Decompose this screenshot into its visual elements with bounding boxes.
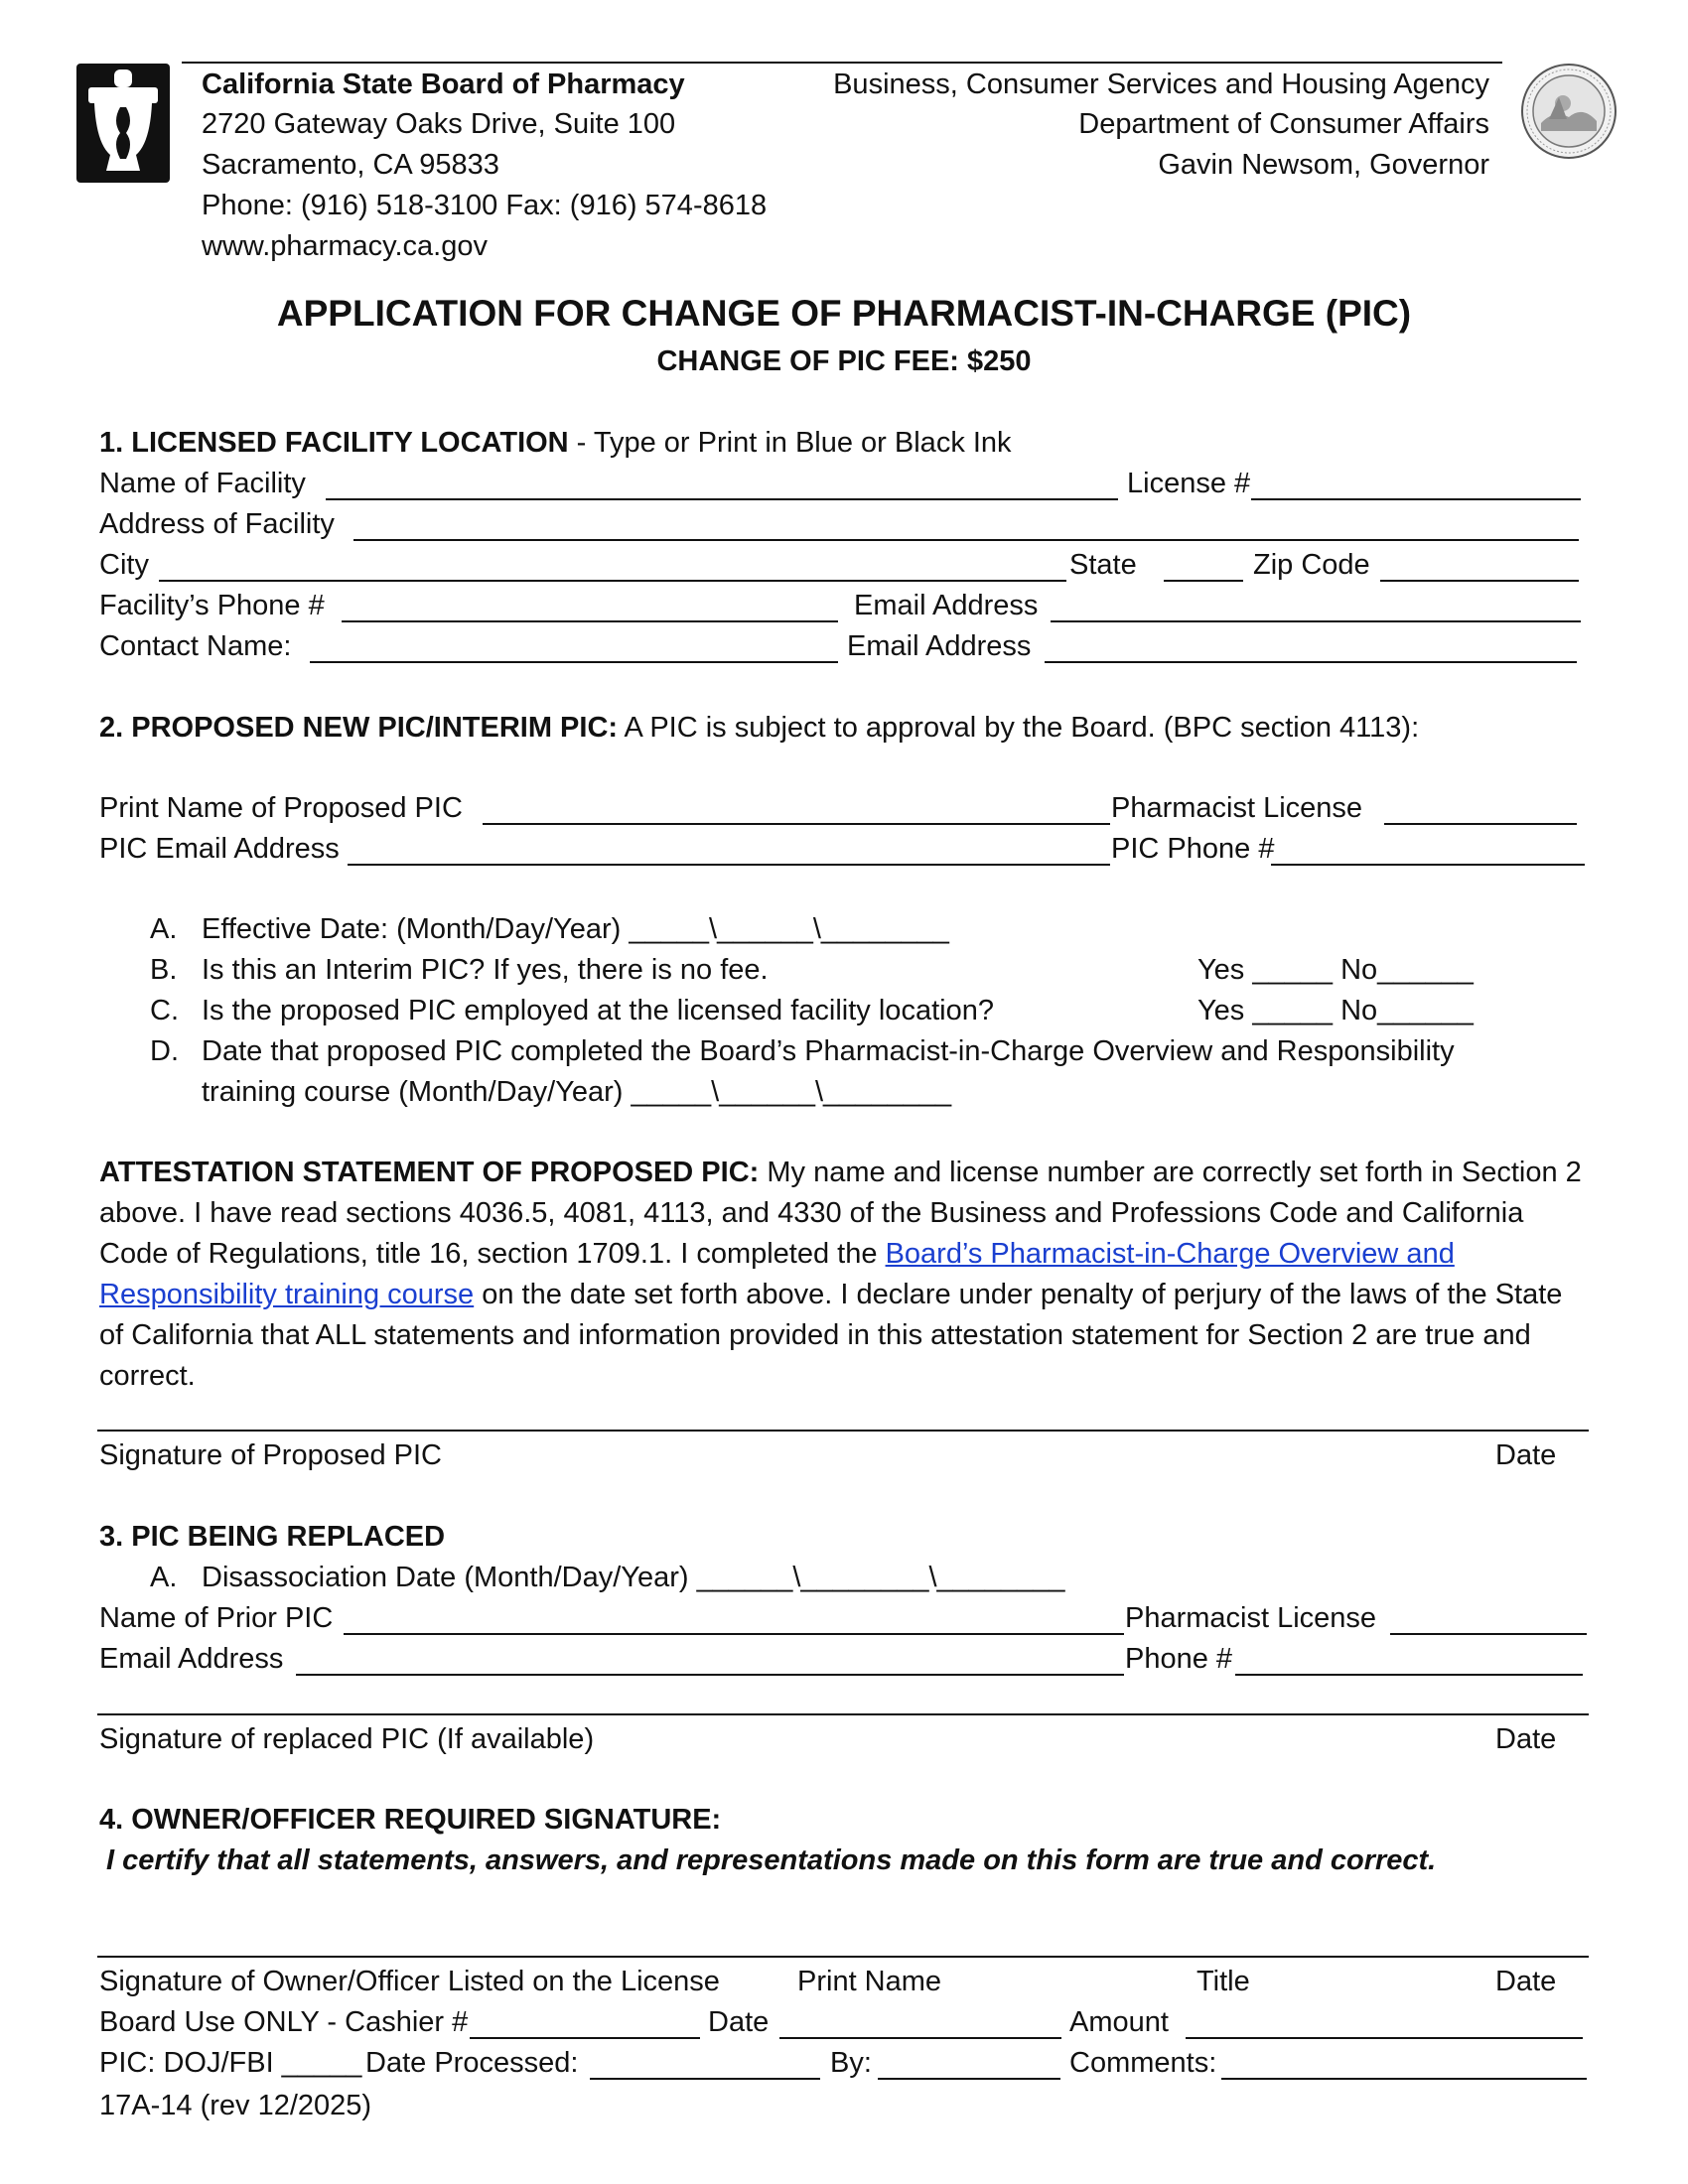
section1-title: 1. LICENSED FACILITY LOCATION (99, 427, 569, 459)
section2-intro: A PIC is subject to approval by the Board. (BPC section 4113): (618, 712, 1420, 744)
contact-name-field[interactable] (310, 661, 838, 663)
proposed-pic-name-field[interactable] (483, 823, 1110, 825)
state-label: State (1069, 549, 1137, 581)
section4-heading: 4. OWNER/OFFICER REQUIRED SIGNATURE: (99, 1804, 722, 1836)
owner-title-label: Title (1196, 1966, 1250, 1997)
replaced-pic-signature-line[interactable] (97, 1713, 1589, 1715)
facility-email-field[interactable] (1051, 620, 1581, 622)
facility-address-field[interactable] (353, 539, 1579, 541)
prior-pic-phone-label: Phone # (1125, 1643, 1233, 1675)
mortar-pestle-logo-icon (76, 64, 170, 183)
section2-heading (99, 711, 1419, 745)
proposed-pic-name-label: Print Name of Proposed PIC (99, 792, 463, 824)
prior-pic-name-field[interactable] (344, 1633, 1124, 1635)
cashier-label: Board Use ONLY - Cashier # (99, 2006, 469, 2038)
agency-name: Business, Consumer Services and Housing Agency (833, 68, 1489, 100)
proposed-pic-signature-line[interactable] (97, 1430, 1589, 1432)
attestation-text-2: on the date set forth above. I declare under penalty of perjury of the laws of the State of California that ALL statements and information provided in this attestation statement for Section 2 are true and correct. (99, 1279, 1563, 1392)
date-processed-label: Date Processed: (365, 2047, 579, 2079)
comments-label: Comments: (1069, 2047, 1217, 2079)
zip-code-label: Zip Code (1253, 549, 1370, 581)
contact-email-field[interactable] (1045, 661, 1577, 663)
section1-subtitle: - Type or Print in Blue or Black Ink (568, 427, 1012, 459)
facility-phone-field[interactable] (342, 620, 838, 622)
contact-email-label: Email Address (847, 630, 1032, 662)
proposed-pic-signature-label: Signature of Proposed PIC (99, 1439, 442, 1471)
prior-pic-license-label: Pharmacist License (1125, 1602, 1377, 1634)
section3-item-a-letter: A. (150, 1562, 178, 1593)
department-name: Department of Consumer Affairs (1078, 108, 1489, 140)
effective-date-field[interactable]: Effective Date: (Month/Day/Year) _____\______\________ (202, 913, 949, 945)
board-date-field[interactable] (779, 2037, 1061, 2039)
owner-signature-label: Signature of Owner/Officer Listed on the License (99, 1966, 720, 1997)
state-field[interactable] (1164, 580, 1243, 582)
board-address-line1: 2720 Gateway Oaks Drive, Suite 100 (202, 108, 676, 140)
disassociation-date-field[interactable]: Disassociation Date (Month/Day/Year) ______\________\________ (202, 1562, 1065, 1593)
amount-field[interactable] (1186, 2037, 1583, 2039)
form-title: APPLICATION FOR CHANGE OF PHARMACIST-IN-CHARGE (PIC) (276, 293, 1412, 334)
city-field[interactable] (159, 580, 1066, 582)
governor-name: Gavin Newsom, Governor (1158, 149, 1489, 181)
prior-pic-license-field[interactable] (1390, 1633, 1587, 1635)
facility-phone-label: Facility’s Phone # (99, 590, 325, 621)
prior-pic-name-label: Name of Prior PIC (99, 1602, 334, 1634)
proposed-pic-email-field[interactable] (348, 864, 1110, 866)
section2-title: 2. PROPOSED NEW PIC/INTERIM PIC: (99, 712, 619, 744)
section3-heading: 3. PIC BEING REPLACED (99, 1521, 446, 1553)
attestation-heading: ATTESTATION STATEMENT OF PROPOSED PIC: (99, 1157, 760, 1188)
state-seal-icon (1519, 62, 1618, 161)
employed-yes-no[interactable]: Yes _____ No______ (1197, 995, 1474, 1026)
date-processed-field[interactable] (590, 2078, 820, 2080)
owner-print-name-label: Print Name (797, 1966, 942, 1997)
employed-question: Is the proposed PIC employed at the licensed facility location? (202, 995, 994, 1026)
replaced-pic-date-label: Date (1495, 1723, 1557, 1755)
proposed-pic-license-field[interactable] (1384, 823, 1577, 825)
attestation-text-1: My name and license number are correctly set forth in Section 2 above. I have read sections 4036.5, 4081, 4113, and 4330 of the Business and Professions Code and California Code of Regulations, title 16, section 1709.1. I completed the (99, 1157, 1582, 1270)
by-field[interactable] (878, 2078, 1060, 2080)
owner-signature-line[interactable] (97, 1956, 1589, 1958)
section1-heading (99, 426, 1012, 460)
proposed-pic-license-label: Pharmacist License (1111, 792, 1363, 824)
pic-doj-fbi-field[interactable]: PIC: DOJ/FBI _____ (99, 2047, 362, 2079)
replaced-pic-signature-label: Signature of replaced PIC (If available) (99, 1723, 595, 1755)
certification-statement: I certify that all statements, answers, and representations made on this form are true and correct. (106, 1844, 1437, 1876)
prior-pic-phone-field[interactable] (1235, 1674, 1583, 1676)
item-d-letter: D. (150, 1035, 179, 1067)
form-number: 17A-14 (rev 12/2025) (99, 2090, 372, 2121)
training-question-line1: Date that proposed PIC completed the Board’s Pharmacist-in-Charge Overview and Responsibility (202, 1035, 1455, 1067)
by-label: By: (830, 2047, 872, 2079)
board-date-label: Date (708, 2006, 770, 2038)
proposed-pic-phone-field[interactable] (1271, 864, 1585, 866)
amount-label: Amount (1069, 2006, 1169, 2038)
proposed-pic-email-label: PIC Email Address (99, 833, 340, 865)
board-address-line2: Sacramento, CA 95833 (202, 149, 499, 181)
cashier-field[interactable] (470, 2037, 700, 2039)
item-a-letter: A. (150, 913, 178, 945)
facility-address-label: Address of Facility (99, 508, 335, 540)
header-top-rule (182, 62, 1502, 64)
prior-pic-email-label: Email Address (99, 1643, 284, 1675)
board-phone-fax: Phone: (916) 518-3100 Fax: (916) 574-8618 (202, 190, 768, 221)
facility-name-label: Name of Facility (99, 468, 306, 499)
city-label: City (99, 549, 149, 581)
interim-pic-yes-no[interactable]: Yes _____ No______ (1197, 954, 1474, 986)
item-c-letter: C. (150, 995, 179, 1026)
board-website: www.pharmacy.ca.gov (202, 230, 488, 262)
proposed-pic-phone-label: PIC Phone # (1111, 833, 1275, 865)
owner-date-label: Date (1495, 1966, 1557, 1997)
fee-line: CHANGE OF PIC FEE: $250 (656, 345, 1032, 377)
board-name: California State Board of Pharmacy (202, 68, 685, 100)
license-number-field[interactable] (1251, 498, 1581, 500)
contact-name-label: Contact Name: (99, 630, 292, 662)
training-date-field[interactable]: training course (Month/Day/Year) _____\______\________ (202, 1076, 952, 1108)
item-b-letter: B. (150, 954, 178, 986)
attestation-statement (99, 1153, 1589, 1397)
comments-field[interactable] (1221, 2078, 1587, 2080)
interim-pic-question: Is this an Interim PIC? If yes, there is no fee. (202, 954, 769, 986)
facility-email-label: Email Address (854, 590, 1039, 621)
zip-code-field[interactable] (1380, 580, 1579, 582)
facility-name-field[interactable] (326, 498, 1118, 500)
training-course-link[interactable]: Board’s Pharmacist-in-Charge Overview and Responsibility training course (99, 1238, 1455, 1310)
prior-pic-email-field[interactable] (296, 1674, 1124, 1676)
license-number-label: License # (1127, 468, 1251, 499)
proposed-pic-date-label: Date (1495, 1439, 1557, 1471)
